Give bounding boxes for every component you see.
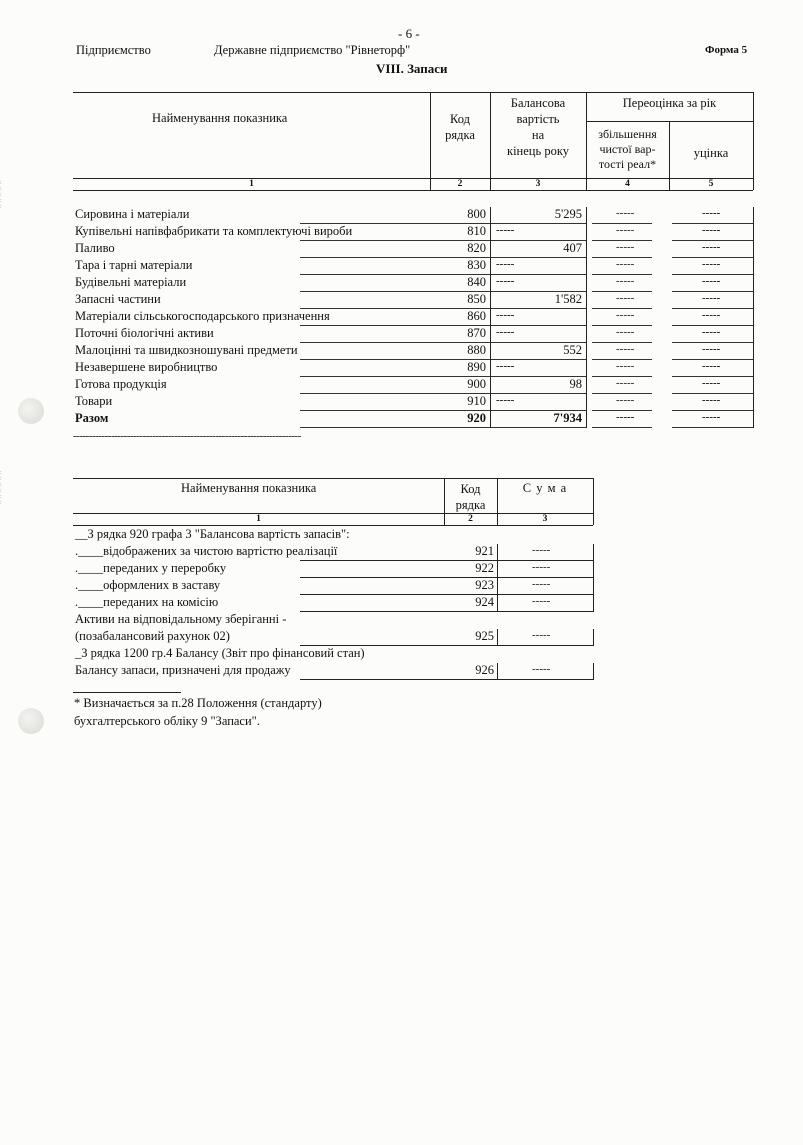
row-name: Поточні біологічні активи (75, 326, 214, 340)
row-balance: 1'582 (554, 292, 582, 306)
row-code: 890 (467, 360, 486, 374)
item-sum: ----- (532, 595, 551, 607)
row-markdown: ----- (702, 411, 721, 423)
footnote-line-1: * Визначається за п.28 Положення (стандарту) (74, 696, 322, 710)
item-name: .____оформлених в заставу (75, 578, 221, 592)
row-increase: ----- (616, 343, 635, 355)
row-name: Матеріали сільськогосподарського призначення (75, 309, 330, 323)
item-code: 926 (475, 663, 494, 677)
row-increase: ----- (616, 258, 635, 270)
row-name: Готова продукція (75, 377, 167, 391)
row-code: 850 (467, 292, 486, 306)
col-header-code-1: Код (450, 112, 470, 126)
row-markdown: ----- (702, 292, 721, 304)
item-code: 924 (475, 595, 494, 609)
row-name: Тара і тарні матеріали (75, 258, 193, 272)
item-sum: ----- (532, 578, 551, 590)
row-code: 810 (467, 224, 486, 238)
col-header-name: Найменування показника (152, 111, 288, 125)
item-name: Активи на відповідальному зберіганні - (75, 612, 287, 626)
item-code: 923 (475, 578, 494, 592)
row-balance: ----- (496, 394, 515, 406)
col-header-code-2: рядка (445, 128, 475, 142)
form-label: Форма 5 (705, 44, 748, 56)
row-balance: ----- (496, 224, 515, 236)
row-balance: 98 (569, 377, 582, 391)
row-increase: ----- (616, 411, 635, 423)
row-code: 900 (467, 377, 486, 391)
row-code: 870 (467, 326, 486, 340)
row-name: Товари (75, 394, 113, 408)
row-balance: ----- (496, 326, 515, 338)
row-increase: ----- (616, 224, 635, 236)
col-header-balance-3: на (531, 128, 545, 142)
col-number-5: 5 (708, 179, 714, 189)
row-balance: ----- (496, 309, 515, 321)
row-balance: ----- (496, 275, 515, 287)
item-code: 921 (475, 544, 494, 558)
scan-edge-marks: : : : : : (0, 180, 2, 210)
t2-col-header-sum: С у м а (522, 481, 568, 495)
row-balance: ----- (496, 360, 515, 372)
row-name: Сировина і матеріали (75, 207, 190, 221)
scan-edge-marks: : : : : : : (0, 470, 2, 506)
t2-col-number-2: 2 (468, 514, 473, 524)
row-markdown: ----- (702, 377, 721, 389)
punch-hole-bottom (18, 708, 44, 734)
row-name: Паливо (75, 241, 115, 255)
row-markdown: ----- (702, 241, 721, 253)
row-code: 910 (467, 394, 486, 408)
row-increase: ----- (616, 241, 635, 253)
item-sum: ----- (532, 663, 551, 675)
enterprise-name: Державне підприємство "Рівнеторф" (214, 43, 411, 57)
row-increase: ----- (616, 394, 635, 406)
row-code: 820 (467, 241, 486, 255)
col-header-increase-1: збільшення (598, 127, 657, 141)
item-sum: ----- (532, 629, 551, 641)
punch-hole-top (18, 398, 44, 424)
col-header-balance-2: вартість (516, 112, 560, 126)
row-balance: 407 (563, 241, 582, 255)
col-header-increase-3: тості реал* (598, 157, 657, 171)
row-name: Разом (75, 411, 109, 425)
row-increase: ----- (616, 292, 635, 304)
row-code: 920 (467, 411, 486, 425)
row-name: Запасні частини (75, 292, 161, 306)
page-number: - 6 - (398, 26, 420, 41)
item-name: __З рядка 920 графа 3 "Балансова вартість запасів": (75, 527, 350, 541)
row-markdown: ----- (702, 275, 721, 287)
col-number-1: 1 (249, 179, 254, 189)
enterprise-label: Підприємство (76, 43, 151, 57)
row-increase: ----- (616, 377, 635, 389)
item-name: Балансу запаси, призначені для продажу (75, 663, 291, 677)
row-markdown: ----- (702, 394, 721, 406)
row-balance: 5'295 (554, 207, 582, 221)
footnote-line-2: бухгалтерського обліку 9 "Запаси". (74, 714, 260, 728)
row-name: Купівельні напівфабрикати та комплектуючі вироби (75, 224, 353, 238)
item-sum: ----- (532, 561, 551, 573)
item-name: .____переданих у переробку (75, 561, 227, 575)
item-name: .____переданих на комісію (75, 595, 219, 609)
t2-col-header-code-1: Код (460, 482, 481, 496)
row-code: 880 (467, 343, 486, 357)
col-header-revaluation: Переоцінка за рік (622, 96, 717, 110)
t2-col-header-code-2: рядка (455, 498, 486, 512)
row-markdown: ----- (702, 258, 721, 270)
item-name: .____відображених за чистою вартістю реалізації (75, 544, 338, 558)
footnote-rule (73, 692, 181, 693)
row-balance: ----- (496, 258, 515, 270)
row-increase: ----- (616, 360, 635, 372)
row-code: 800 (467, 207, 486, 221)
item-name: _З рядка 1200 гр.4 Балансу (Звіт про фінансовий стан) (75, 646, 365, 660)
row-increase: ----- (616, 207, 635, 219)
item-code: 922 (475, 561, 494, 575)
t2-col-header-name: Найменування показника (181, 481, 317, 495)
row-balance: 552 (563, 343, 582, 357)
col-number-3: 3 (535, 179, 541, 189)
row-increase: ----- (616, 275, 635, 287)
section-title: VIII. Запаси (376, 61, 448, 76)
row-code: 860 (467, 309, 486, 323)
row-markdown: ----- (702, 207, 721, 219)
row-increase: ----- (616, 326, 635, 338)
item-code: 925 (475, 629, 494, 643)
row-markdown: ----- (702, 224, 721, 236)
t2-col-number-3: 3 (542, 514, 548, 524)
item-sum: ----- (532, 544, 551, 556)
row-markdown: ----- (702, 309, 721, 321)
row-increase: ----- (616, 309, 635, 321)
row-code: 840 (467, 275, 486, 289)
row-markdown: ----- (702, 343, 721, 355)
row-name: Незавершене виробництво (75, 360, 218, 374)
row-code: 830 (467, 258, 486, 272)
col-number-2: 2 (457, 179, 463, 189)
col-header-increase-2: чистої вар- (599, 142, 656, 156)
t2-col-number-1: 1 (256, 514, 261, 524)
row-markdown: ----- (702, 360, 721, 372)
col-header-markdown: уцінка (693, 146, 729, 160)
row-balance: 7'934 (553, 411, 582, 425)
row-name: Будівельні матеріали (75, 275, 187, 289)
col-number-4: 4 (625, 179, 630, 189)
row-name: Малоцінні та швидкозношувані предмети (75, 343, 298, 357)
col-header-balance-4: кінець року (507, 144, 569, 158)
row-markdown: ----- (702, 326, 721, 338)
table-separator: ------------------------------------------------------------------------ (73, 430, 301, 442)
col-header-balance-1: Балансова (510, 96, 566, 110)
item-name: (позабалансовий рахунок 02) (75, 629, 230, 643)
